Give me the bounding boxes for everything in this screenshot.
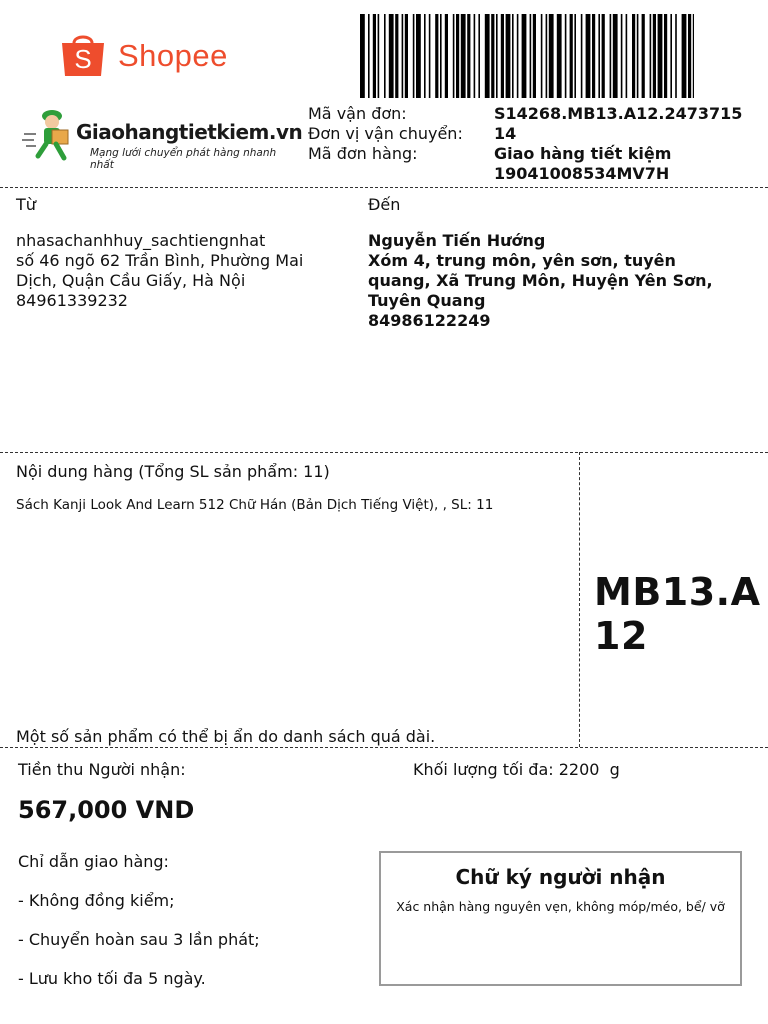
route-code bbox=[594, 570, 764, 658]
divider bbox=[579, 452, 580, 747]
barcode-bar bbox=[602, 14, 605, 98]
divider bbox=[0, 452, 768, 453]
tracking-value: S14268.MB13.A12.2473715 bbox=[494, 104, 743, 123]
barcode-bar bbox=[373, 14, 376, 98]
signature-note: Xác nhận hàng nguyên vẹn, không móp/méo, bể/ vỡ bbox=[396, 899, 725, 914]
barcode-bar bbox=[456, 14, 459, 98]
sender-phone: 84961339232 bbox=[16, 291, 128, 310]
barcode-bar bbox=[461, 14, 466, 98]
contents-title: Nội dung hàng (Tổng SL sản phẩm: 11) bbox=[16, 462, 330, 481]
barcode-bar bbox=[557, 14, 562, 98]
barcode-bar bbox=[530, 14, 532, 98]
barcode-bar bbox=[384, 14, 386, 98]
contents-note: Một số sản phẩm có thể bị ẩn do danh sách quá dài. bbox=[16, 727, 436, 746]
barcode-bar bbox=[506, 14, 511, 98]
barcode-bar bbox=[642, 14, 645, 98]
barcode-bar bbox=[670, 14, 672, 98]
barcode-bar bbox=[664, 14, 667, 98]
contents-item: Sách Kanji Look And Learn 512 Chữ Hán (Bản Dịch Tiếng Việt), , SL: 11 bbox=[16, 497, 494, 513]
sender-name: nhasachanhhuy_sachtiengnhat bbox=[16, 231, 266, 250]
recipient-address-line1: Xóm 4, trung môn, yên sơn, tuyên bbox=[368, 251, 676, 270]
barcode-bar bbox=[541, 14, 543, 98]
barcode-bar bbox=[501, 14, 504, 98]
barcode-bar bbox=[653, 14, 656, 98]
ghtk-tagline: Mạng lưới chuyển phát hàng nhanh nhất bbox=[90, 147, 277, 171]
barcode-bar bbox=[613, 14, 618, 98]
barcode-bar bbox=[626, 14, 628, 98]
barcode-icon bbox=[360, 14, 694, 98]
order-value-line1: Giao hàng tiết kiệm bbox=[494, 144, 672, 163]
svg-text:S: S bbox=[74, 44, 92, 74]
instructions-title: Chỉ dẫn giao hàng: bbox=[18, 852, 169, 871]
barcode-bar bbox=[598, 14, 600, 98]
shopping-bag-icon bbox=[58, 29, 108, 83]
barcode-bar bbox=[517, 14, 519, 98]
route-code-line2: 12 bbox=[594, 614, 648, 658]
barcode-bar bbox=[533, 14, 536, 98]
barcode-bar bbox=[440, 14, 442, 98]
carrier-value: 14 bbox=[494, 124, 517, 143]
signature-title: Chữ ký người nhận bbox=[455, 865, 666, 889]
barcode-bar bbox=[565, 14, 567, 98]
barcode-bar bbox=[688, 14, 691, 98]
sender-title: Từ bbox=[16, 195, 36, 214]
barcode-bar bbox=[405, 14, 408, 98]
barcode-bar bbox=[570, 14, 573, 98]
ghtk-logo bbox=[20, 106, 303, 171]
barcode-bar bbox=[621, 14, 623, 98]
recipient-address-line2: quang, Xã Trung Môn, Huyện Yên Sơn, bbox=[368, 271, 713, 290]
weight-label: Khối lượng tối đa: 2200 g bbox=[413, 760, 620, 779]
tracking-label: Mã vận đơn: bbox=[308, 104, 407, 123]
barcode-bar bbox=[512, 14, 514, 98]
barcode-bar bbox=[549, 14, 554, 98]
recipient-title: Đến bbox=[368, 195, 401, 214]
order-value-line2: 19041008534MV7H bbox=[494, 164, 670, 183]
barcode-bar bbox=[574, 14, 576, 98]
instruction-item: - Chuyển hoàn sau 3 lần phát; bbox=[18, 930, 260, 949]
ghtk-name: Giaohangtietkiem.vn bbox=[76, 120, 303, 144]
barcode-bar bbox=[586, 14, 591, 98]
barcode-bar bbox=[416, 14, 421, 98]
carrier-label: Đơn vị vận chuyển: bbox=[308, 124, 463, 143]
barcode-bar bbox=[496, 14, 498, 98]
barcode-bar bbox=[478, 14, 480, 98]
barcode-bar bbox=[389, 14, 394, 98]
divider bbox=[0, 747, 768, 748]
barcode-bar bbox=[445, 14, 448, 98]
barcode-bar bbox=[429, 14, 431, 98]
barcode-bar bbox=[474, 14, 476, 98]
shopee-logo-text: Shopee bbox=[118, 38, 228, 73]
instruction-item: - Không đồng kiểm; bbox=[18, 891, 175, 910]
barcode-bar bbox=[378, 14, 380, 98]
barcode-bar bbox=[368, 14, 370, 98]
barcode-bar bbox=[491, 14, 494, 98]
barcode-bar bbox=[453, 14, 455, 98]
order-label: Mã đơn hàng: bbox=[308, 144, 418, 163]
barcode-bar bbox=[693, 14, 694, 98]
barcode-bar bbox=[413, 14, 415, 98]
barcode-bar bbox=[637, 14, 639, 98]
recipient-address-line3: Tuyên Quang bbox=[368, 291, 486, 310]
barcode-bar bbox=[485, 14, 490, 98]
shopee-logo bbox=[58, 30, 228, 82]
route-code-line1: MB13.A bbox=[594, 570, 761, 614]
barcode-bar bbox=[658, 14, 663, 98]
delivery-man-icon bbox=[20, 106, 78, 168]
recipient-phone: 84986122249 bbox=[368, 311, 491, 330]
barcode-bar bbox=[424, 14, 426, 98]
barcode-bar bbox=[650, 14, 652, 98]
barcode-bar bbox=[395, 14, 398, 98]
instruction-item: - Lưu kho tối đa 5 ngày. bbox=[18, 969, 206, 988]
sender-address-line1: số 46 ngõ 62 Trần Bình, Phường Mai bbox=[16, 251, 304, 270]
signature-box bbox=[379, 851, 742, 986]
barcode-bar bbox=[581, 14, 583, 98]
recipient-name: Nguyễn Tiến Hướng bbox=[368, 231, 546, 250]
barcode-bar bbox=[675, 14, 677, 98]
barcode-bar bbox=[610, 14, 612, 98]
cod-value: 567,000 VND bbox=[18, 796, 195, 824]
cod-label: Tiền thu Người nhận: bbox=[18, 760, 186, 779]
barcode-bar bbox=[522, 14, 527, 98]
barcode-bar bbox=[682, 14, 687, 98]
barcode-bar bbox=[546, 14, 548, 98]
barcode-bar bbox=[360, 14, 365, 98]
divider bbox=[0, 187, 768, 188]
barcode-bar bbox=[632, 14, 635, 98]
sender-address-line2: Dịch, Quận Cầu Giấy, Hà Nội bbox=[16, 271, 246, 290]
barcode-bar bbox=[592, 14, 595, 98]
barcode-bar bbox=[467, 14, 470, 98]
barcode-bar bbox=[435, 14, 438, 98]
barcode-bar bbox=[402, 14, 404, 98]
